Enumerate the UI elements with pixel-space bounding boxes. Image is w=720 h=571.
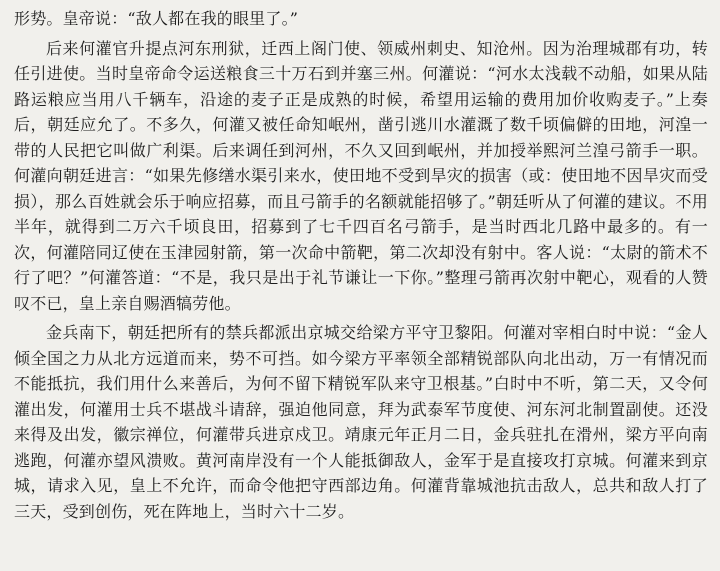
paragraph-1: 形势。皇帝说：“敌人都在我的眼里了。” [14, 9, 299, 28]
paragraph-2: 后来何灌官升提点河东刑狱，迁西上阁门使、领威州刺史、知沧州。因为治理城郡有功，转任引进使。当时皇帝命令运送粮食三十万石到并塞三州。何灌说：“河水太浅载不动船，如果从陆路运粮应当用八千辆车，沿途的麦子正是成熟的时候，希望用运输的费用加价收购麦子。”上奏后，朝廷应允了。不多久，何灌又被任命知岷州，凿引逃川水灌溉了数千顷偏僻的田地，河湟一带的人民把它叫做广利渠。后来调任到河州，不久又回到岷州，并加授举熙河兰湟弓箭手一职。何灌向朝廷进言：“如果先修缮水渠引来水，使田地不受到旱灾的损害（或：使田地不因旱灾而受损），那么百姓就会乐于响应招募，而且弓箭手的名额就能招够了。”朝廷听从了何灌的建议。不用半年，就得到二万六千顷良田，招募到了七千四百名弓箭手，是当时西北几路中最多的。有一次，何灌陪同辽使在玉津园射箭，第一次命中箭靶，第二次却没有射中。客人说：“太尉的箭术不行了吧？”何灌答道：“不是，我只是出于礼节谦让一下你。”整理弓箭再次射中靶心，观看的人赞叹不已，皇上亲自赐酒犒劳他。 [14, 38, 708, 313]
paragraph-3: 金兵南下，朝廷把所有的禁兵都派出京城交给梁方平守卫黎阳。何灌对宰相白时中说：“金人倾全国之力从北方远道而来，势不可挡。如今梁方平率领全部精锐部队向北出动，万一有情况而不能抵抗，我们用什么来善后，为何不留下精锐军队来守卫根基。”白时中不听，第二天，又令何灌出发，何灌用士兵不堪战斗请辞，强迫他同意，拜为武泰军节度使、河东河北制置副使。还没来得及出发，徽宗禅位，何灌带兵进京戍卫。靖康元年正月二日，金兵驻扎在滑州，梁方平向南逃跑，何灌亦望风溃败。黄河南岸没有一个人能抵御敌人，金军于是直接攻打京城。何灌来到京城，请求入见，皇上不允许，而命令他把守西部边角。何灌背靠城池抗击敌人，总共和敌人打了三天，受到创伤，死在阵地上，当时六十二岁。 [14, 323, 708, 521]
